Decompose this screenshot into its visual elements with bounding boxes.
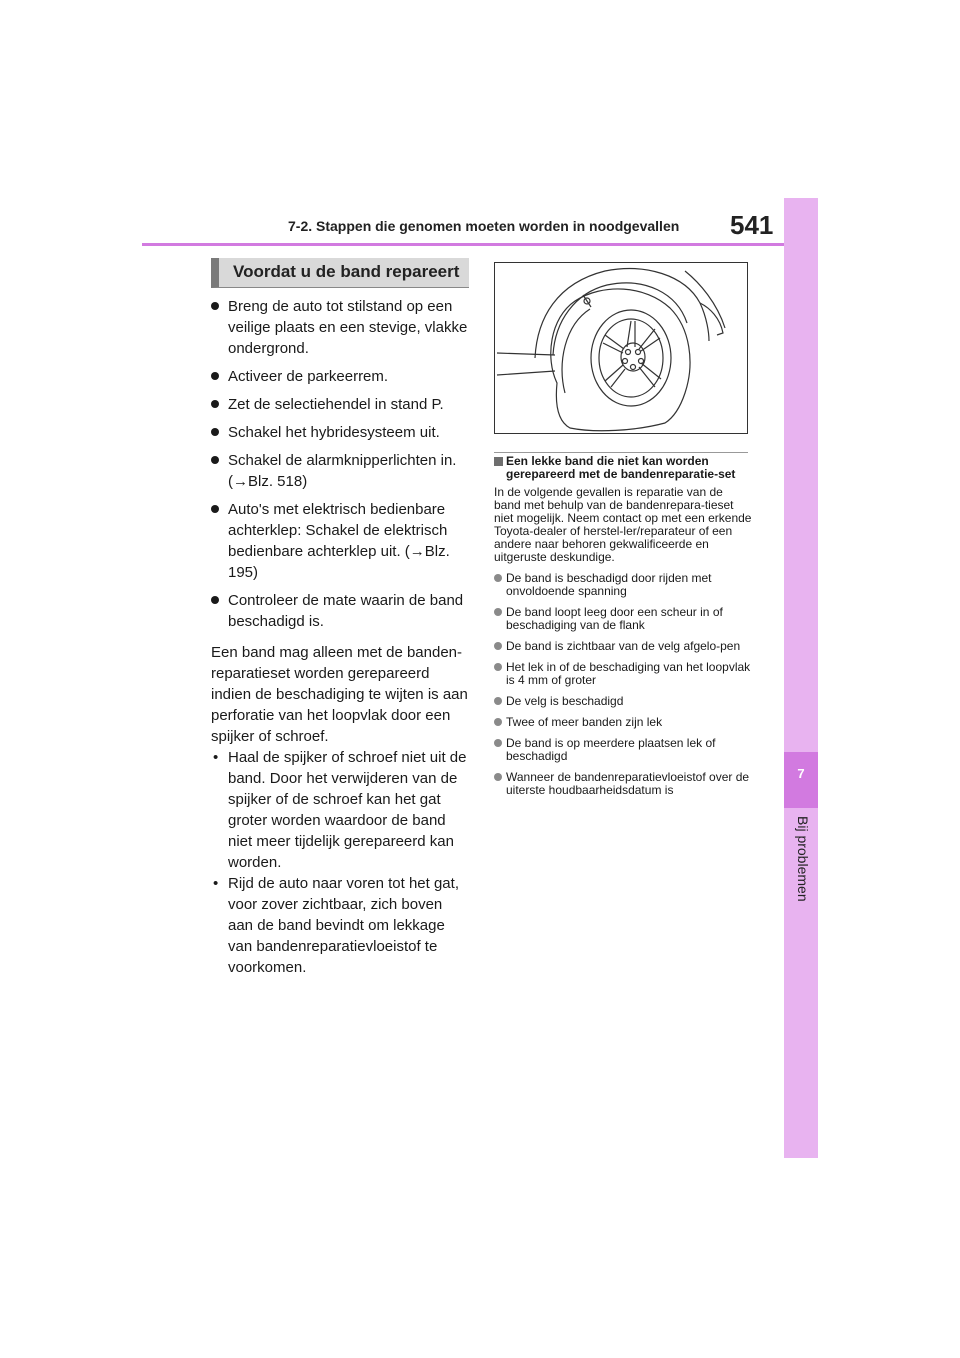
- bullet-icon: [494, 773, 502, 781]
- list-item: [211, 450, 469, 492]
- sub-list-item-text: Rijd de auto naar voren tot het gat, voor zover zichtbaar, zich boven aan de band bevindt om lekkage van bandenreparatievloeistof te voorkomen.: [228, 875, 459, 976]
- list-item-text: Schakel het hybridesysteem uit.: [228, 424, 440, 441]
- list-item: [211, 422, 469, 443]
- list-item-text: De velg is beschadigd: [506, 694, 624, 708]
- right-paragraph: In de volgende gevallen is reparatie van de band met behulp van de bandenrepara-tieset niet mogelijk. Neem contact op met een erkende Toyota-dealer of herstel-ler/reparateur of een andere naar behoren gekwalificeerde en uitgeruste deskundige.: [494, 485, 752, 564]
- sub-list-item-text: Haal de spijker of schroef niet uit de band. Door het verwijderen van de spijker of de schroef kan het gat groter worden waardoor de band niet meer tijdelijk gerepareerd kan worden.: [228, 749, 467, 871]
- bullet-icon: [211, 302, 219, 310]
- bullet-icon: [494, 718, 502, 726]
- list-item: [494, 716, 752, 729]
- square-bullet-icon: [494, 457, 503, 466]
- header-title: 7-2. Stappen die genomen moeten worden in noodgevallen: [288, 218, 680, 234]
- subsection-heading: [494, 455, 752, 481]
- bullet-icon: [211, 456, 219, 464]
- right-column: [494, 455, 752, 797]
- list-item: [211, 296, 469, 359]
- list-item-text: Controleer de mate waarin de band beschadigd is.: [228, 592, 464, 630]
- list-item: [494, 606, 752, 632]
- sub-list-item: [211, 873, 469, 978]
- bullet-icon: [494, 663, 502, 671]
- side-strip: [784, 198, 818, 1158]
- list-item: [494, 572, 752, 598]
- sub-bullet-icon: •: [213, 749, 219, 766]
- bullet-icon: [211, 400, 219, 408]
- bullet-icon: [494, 739, 502, 747]
- bullet-icon: [494, 697, 502, 705]
- list-item-text: De band loopt leeg door een scheur in of beschadiging van de flank: [506, 605, 723, 632]
- list-item-text: Activeer de parkeerrem.: [228, 368, 389, 385]
- chapter-number: 7: [797, 766, 805, 781]
- bullet-icon: [211, 428, 219, 436]
- sub-bullet-icon: •: [213, 875, 219, 892]
- bullet-icon: [211, 596, 219, 604]
- list-item: [211, 394, 469, 415]
- list-item-text: Zet de selectiehendel in stand P.: [228, 396, 444, 413]
- list-item-text: Auto's met elektrisch bedienbare achterklep: Schakel de elektrisch bedienbare achterklep uit. (→Blz. 195): [228, 501, 450, 581]
- illustration-divider: [494, 452, 748, 453]
- list-item-text: Het lek in of de beschadiging van het loopvlak is 4 mm of groter: [506, 660, 751, 687]
- list-item-text: Twee of meer banden zijn lek: [506, 715, 663, 729]
- list-item: [211, 499, 469, 583]
- list-item: [211, 366, 469, 387]
- list-item-text: De band is beschadigd door rijden met onvoldoende spanning: [506, 571, 712, 598]
- subsection-heading-text: Een lekke band die niet kan worden gerepareerd met de bandenreparatie-set: [506, 454, 736, 481]
- sub-list-item: [211, 747, 469, 873]
- list-item: [211, 590, 469, 632]
- list-item-text: Schakel de alarmknipperlichten in. (→Blz. 518): [228, 452, 457, 490]
- list-item: [494, 737, 752, 763]
- body-paragraph: Een band mag alleen met de banden-reparatieset worden gerepareerd indien de beschadiging te wijten is aan perforatie van het loopvlak door een spijker of schroef.: [211, 644, 468, 745]
- list-item-text: De band is op meerdere plaatsen lek of beschadigd: [506, 736, 716, 763]
- list-item: [494, 771, 752, 797]
- bullet-icon: [494, 608, 502, 616]
- page-number: 541: [730, 210, 774, 240]
- header-rule: [142, 243, 818, 246]
- section-title: Voordat u de band repareert: [233, 262, 460, 281]
- bullet-icon: [211, 505, 219, 513]
- tire-illustration: [494, 262, 748, 434]
- list-item: [494, 661, 752, 687]
- bullet-icon: [494, 574, 502, 582]
- left-column: [211, 296, 469, 978]
- list-item-text: De band is zichtbaar van de velg afgelo-pen: [506, 639, 741, 653]
- bullet-icon: [494, 642, 502, 650]
- list-item-text: Breng de auto tot stilstand op een veilige plaats en een stevige, vlakke ondergrond.: [228, 298, 468, 357]
- list-item-text: Wanneer de bandenreparatievloeistof over de uiterste houdbaarheidsdatum is: [506, 770, 750, 797]
- list-item: [494, 640, 752, 653]
- chapter-label: Bij problemen: [795, 816, 811, 902]
- flat-tire-icon: [495, 263, 747, 433]
- section-heading-box: [211, 258, 469, 288]
- list-item: [494, 695, 752, 708]
- bullet-icon: [211, 372, 219, 380]
